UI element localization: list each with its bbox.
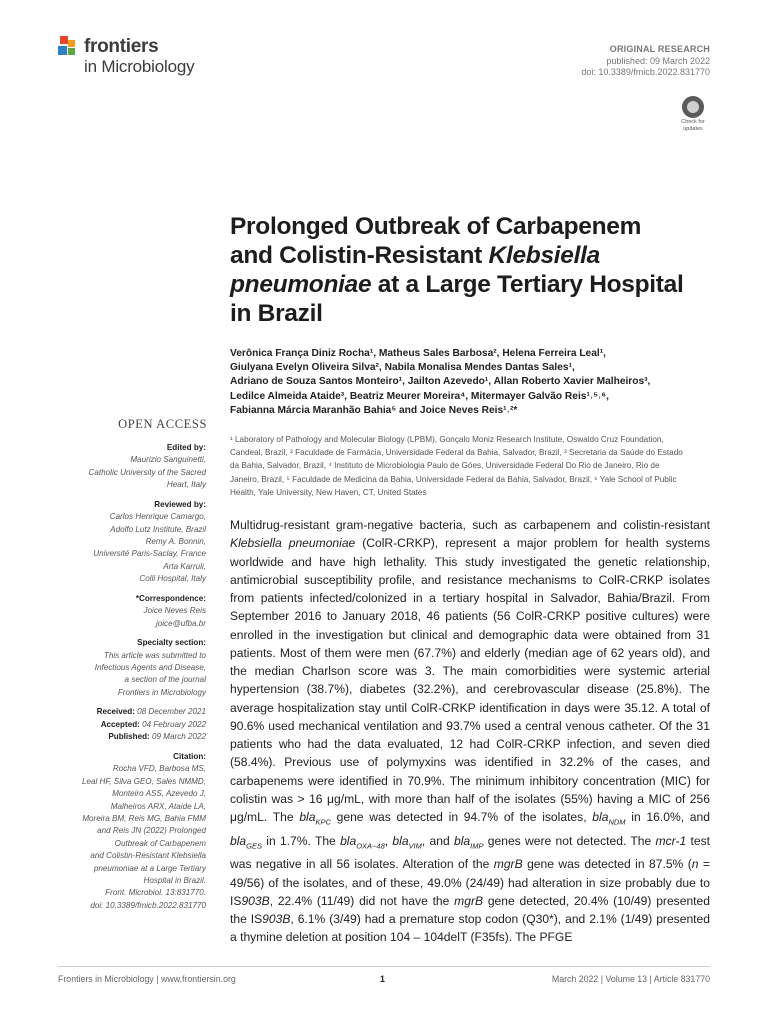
author-list [230,347,710,418]
specialty-line: Infectious Agents and Disease, [94,663,206,673]
journal-logo [58,36,218,80]
check-updates-label: Check for updates [681,119,705,132]
correspondent-email[interactable]: joice@ufba.br [155,618,206,628]
reviewer-line: Remy A. Bonnin, [145,537,206,547]
page-number: 1 [380,974,385,984]
editor-line: Catholic University of the Sacred [88,467,206,477]
reviewed-by-heading: Reviewed by: [154,499,206,509]
article-doi[interactable]: doi: 10.3389/fmicb.2022.831770 [581,67,710,77]
specialty-line: a section of the journal [124,675,206,685]
article-sidebar [58,442,206,912]
author-line: Adriano de Souza Santos Monteiro¹, Jailton Azevedo¹, Allan Roberto Xavier Malheiros³, [230,376,651,388]
specialty-line: This article was submitted to [103,650,206,660]
reviewer-line: Adolfo Lutz Institute, Brazil [110,524,206,534]
published-date: published: 09 March 2022 [606,55,710,66]
author-line: Ledilce Almeida Ataide³, Beatriz Meurer Moreira⁴, Mitermayer Galvão Reis¹˒⁵˒⁶, [230,390,609,402]
open-access-label: OPEN ACCESS [118,417,207,431]
published-date-side: 09 March 2022 [152,732,206,742]
correspondence-heading: *Correspondence: [135,593,206,603]
check-for-updates-badge[interactable] [676,96,710,136]
citation-line: pneumoniae at a Large Tertiary [93,863,206,873]
dates-block [58,706,206,743]
editor-line: Heart, Italy [166,480,206,490]
citation-line: and Reis JN (2022) Prolonged [97,826,206,836]
footer-journal-link[interactable]: Frontiers in Microbiology | www.frontiersin.org [58,974,236,984]
specialty-heading: Specialty section: [137,638,206,648]
citation-line: Hospital in Brazil. [143,875,206,885]
logo-square-orange [68,40,75,47]
citation-line: Front. Microbiol. 13:831770. [105,888,206,898]
citation-line: Monteiro ASS, Azevedo J, [112,789,206,799]
correspondent-name: Joice Neves Reis [143,606,206,616]
citation-line: Moreira BM, Reis MG, Bahia FMM [82,813,206,823]
received-label: Received: [96,707,135,717]
citation-heading: Citation: [173,751,206,761]
specialty-line: Frontiers in Microbiology [117,687,206,697]
logo-word-journal: in Microbiology [84,57,195,76]
author-line: Verônica França Diniz Rocha¹, Matheus Sales Barbosa², Helena Ferreira Leal¹, [230,348,606,359]
article-meta [581,44,710,79]
check-updates-icon [682,96,704,118]
citation-line: and Colistin-Resistant Klebsiella [90,851,206,861]
logo-square-blue [58,46,67,55]
affiliation-line: Health, Yale University, New Haven, CT, United States [230,487,427,497]
accepted-date: 04 February 2022 [142,719,206,729]
logo-square-red [60,36,68,44]
received-date: 08 December 2021 [137,707,206,717]
frontiers-logo-icon [58,36,82,60]
reviewer-line: Carlos Henrique Camargo, [109,512,206,522]
citation-line: Malheiros ARX, Ataide LA, [110,801,206,811]
affiliation-line: da Bahia, Salvador, Brazil, ⁴ Instituto de Microbiologia Paulo de Góes, Universidade Federal Do Rio de Janeiro, Rio de [230,461,660,471]
affiliation-line: Janeiro, Brazil, ⁵ Faculdade de Medicina da Bahia, Universidade Federal da Bahia, Salvador, Brazil, ⁶ Yale School of Public [230,474,677,484]
footer-divider [58,966,710,967]
logo-word-frontiers: frontiers [84,36,159,57]
author-line: Fabianna Márcia Maranhão Bahia⁵ and Joice Neves Reis¹˒²* [230,404,518,416]
article-title: Prolonged Outbreak of Carbapenem and Colistin-Resistant Klebsiella pneumoniae at a Large Tertiary Hospital in Brazil [230,213,684,327]
reviewer-line: Université Paris-Saclay, France [93,549,206,559]
accepted-label: Accepted: [100,719,140,729]
citation-line: Rocha VFD, Barbosa MS, [112,764,206,774]
article-type: ORIGINAL RESEARCH [609,44,710,54]
abstract-text: Multidrug-resistant gram-negative bacteria, such as carbapenem and colistin-resistant Klebsiella pneumoniae (ColR-CRKP), represent a major problem for health systems worldwide and have high lethality. This study investigated the genetic relationship, antimicrobial susceptibility profile, and resistance mechanisms to ColR-CRKP isolates from patients infected/colonized in a tertiary hospital in Salvador, Bahia/Brazil. From September 2016 to January 2018, 46 patients (56 ColR-CRKP positive cultures) were enrolled in the investigation but clinical and demographic data were obtained from 31 patients. Most of them were men (67.7%) and elderly (median age of 62 years old), and the median Charlson score was 3. The main comorbidities were systemic arterial hypertension (38.7%), diabetes (32.2%), and cerebrovascular disease (25.8%). The average hospitalization stay until ColR-CRKP identification in days were 35.12. A total of 90.6% used mechanical ventilation and 93.7% used a central venous catheter. Of the 31 patients who had the data evaluated, 12 had ColR-CRKP infection, and seven died (58.4%). Previous use of polymyxins was identified in 32.2% of the cases, and carbapenems were identified in 70.9%. The minimum inhibitory concentration (MIC) for colistin was > 16 μg/mL, with more than half of the isolates (55%) having a MIC of 256 μg/mL. The bla$_{KPC}$ gene was detected in 94.7% of the isolates, bla$_{NDM}$ in 16.0%, and bla$_{GES}$ in 1.7%. The bla$_{OXA-48}$, bla$_{VIM}$, and bla$_{IMP}$ genes were not detected. The mcr-1 test was negative in all 56 isolates. Alteration of the mgrB gene was detected in 87.5% (n = 49/56) of the isolates, and of these, 49.0% (24/49) had alteration in size probably due to IS903B, 22.4% (11/49) did not have the mgrB gene detected, 20.4% (10/49) presented the IS903B, 6.1% (3/49) had a premature stop codon (Q30*), and 2.1% (1/49) presented a thymine deletion at position 104 – 104delT (F35fs). The PFGE [230,518,710,945]
affiliations [230,433,710,499]
reviewer-line: Colli Hospital, Italy [139,574,206,584]
citation-line: Leal HF, Silva GEO, Sales NMMD, [82,776,206,786]
affiliation-line: ¹ Laboratory of Pathology and Molecular Biology (LPBM), Gonçalo Moniz Research Institute, Oswaldo Cruz Foundation, [230,435,664,444]
affiliation-line: Candeal, Brazil, ² Faculdade de Farmácia, Universidade Federal da Bahia, Salvador, Brazil, ³ Secretaria da Saúde do Estado [230,448,683,458]
footer-issue-info: March 2022 | Volume 13 | Article 831770 [551,974,710,984]
editor-line: Maurizio Sanguinetti, [130,455,206,465]
author-line: Giulyana Evelyn Oliveira Silva², Nabila Monalisa Mendes Dantas Sales¹, [230,362,575,374]
published-label: Published: [108,732,150,742]
edited-by-heading: Edited by: [166,443,206,452]
citation-line[interactable]: doi: 10.3389/fmicb.2022.831770 [90,900,206,910]
logo-square-green [68,48,75,55]
citation-line: Outbreak of Carbapenem [114,838,206,848]
reviewer-line: Arta Karruli, [163,561,206,571]
